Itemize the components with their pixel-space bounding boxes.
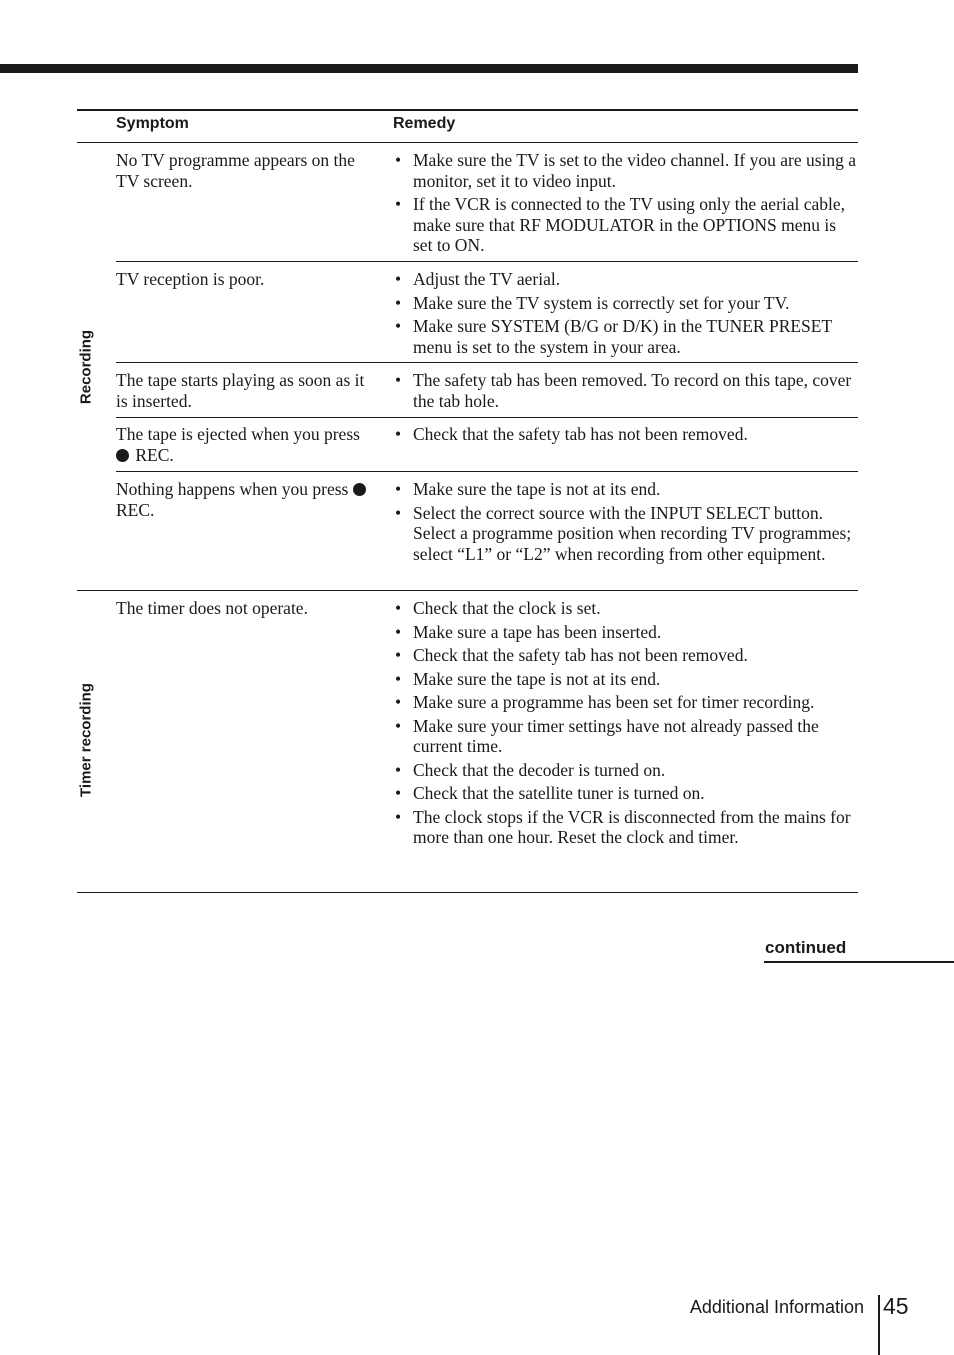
- footer-rule: [878, 1295, 880, 1355]
- rec-dot-icon: [116, 449, 129, 462]
- remedy-item: • Select the correct source with the INPUT SELECT button. Select a programme position when recording TV programmes; select “L1” or “L2” when recording from other equipment.: [393, 503, 858, 565]
- symptom-text: No TV programme appears on the TV screen.: [116, 150, 355, 191]
- remedy-item: • Adjust the TV aerial.: [393, 269, 858, 290]
- remedy-item: • Make sure your timer settings have not already passed the current time.: [393, 716, 858, 757]
- symptom-text-part: Nothing happens when you press: [116, 479, 353, 499]
- top-rule: [0, 64, 858, 73]
- symptom-text: [116, 424, 378, 465]
- symptom-text: [116, 479, 378, 520]
- section-label-timer-recording: Timer recording: [77, 683, 95, 797]
- symptom-column-header: Symptom: [116, 115, 189, 132]
- remedy-item: • Check that the clock is set.: [393, 598, 858, 619]
- remedy-item: • Check that the decoder is turned on.: [393, 760, 858, 781]
- remedy-item: • The clock stops if the VCR is disconnected from the mains for more than one hour. Reset the clock and timer.: [393, 807, 858, 848]
- symptom-text-part: REC.: [131, 444, 174, 465]
- remedy-list: [393, 370, 858, 414]
- remedy-list: [393, 424, 858, 448]
- remedy-item: • Make sure a tape has been inserted.: [393, 622, 858, 643]
- remedy-item: • Make sure the TV system is correctly set for your TV.: [393, 293, 858, 314]
- page-number: 45: [883, 1293, 909, 1319]
- remedy-item: • Make sure a programme has been set for timer recording.: [393, 692, 858, 713]
- continued-label: continued: [765, 938, 847, 957]
- symptom-text: The timer does not operate.: [116, 598, 308, 618]
- remedy-list: [393, 479, 858, 567]
- remedy-list: [393, 598, 858, 851]
- row-divider: [116, 261, 858, 262]
- remedy-item: • If the VCR is connected to the TV using only the aerial cable, make sure that RF MODULATOR in the OPTIONS menu is set to ON.: [393, 194, 858, 256]
- symptom-text-part: The tape is ejected when you press: [116, 424, 360, 444]
- header-rule: [77, 142, 858, 143]
- remedy-item: • Make sure SYSTEM (B/G or D/K) in the TUNER PRESET menu is set to the system in your area.: [393, 316, 858, 357]
- remedy-item: • The safety tab has been removed. To record on this tape, cover the tab hole.: [393, 370, 858, 411]
- remedy-column-header: Remedy: [393, 115, 456, 132]
- remedy-item: • Check that the satellite tuner is turned on.: [393, 783, 858, 804]
- table-bottom-rule: [77, 892, 858, 893]
- symptom-text: The tape starts playing as soon as it is inserted.: [116, 370, 365, 411]
- row-divider: [116, 471, 858, 472]
- section-label-recording: Recording: [77, 329, 95, 405]
- symptom-text-part: REC.: [116, 499, 155, 520]
- symptom-text: TV reception is poor.: [116, 269, 265, 289]
- section-divider: [77, 590, 858, 591]
- continued-rule: [764, 961, 954, 963]
- remedy-item: • Make sure the tape is not at its end.: [393, 669, 858, 690]
- footer-section-title: Additional Information: [689, 1297, 864, 1317]
- table-top-rule: [77, 109, 858, 111]
- remedy-list: [393, 269, 858, 360]
- remedy-item: • Make sure the TV is set to the video channel. If you are using a monitor, set it to video input.: [393, 150, 858, 191]
- row-divider: [116, 417, 858, 418]
- rec-dot-icon: [353, 483, 366, 496]
- remedy-item: • Check that the safety tab has not been removed.: [393, 645, 858, 666]
- remedy-item: • Make sure the tape is not at its end.: [393, 479, 858, 500]
- remedy-item: • Check that the safety tab has not been removed.: [393, 424, 858, 445]
- row-divider: [116, 362, 858, 363]
- remedy-list: [393, 150, 858, 259]
